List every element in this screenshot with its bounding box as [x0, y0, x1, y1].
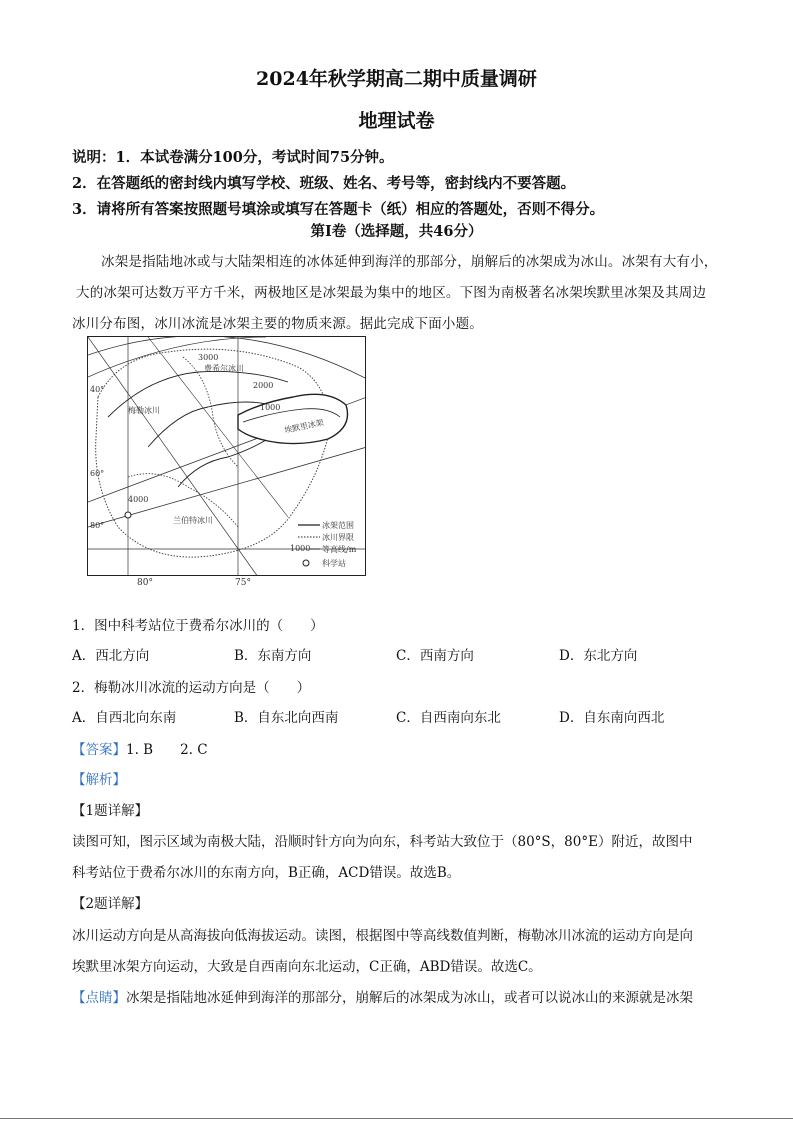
q1-option-b[interactable]: B．东南方向	[234, 648, 312, 664]
amery-ice-shelf-label: 埃默里冰架	[283, 417, 325, 436]
q2-option-a[interactable]: A．自西北向东南	[72, 710, 177, 726]
contour-label-3000: 3000	[198, 353, 219, 362]
tip-text: 冰架是指陆地冰延伸到海洋的那部分，崩解后的冰架成为冰山，或者可以说冰山的来源就是冰架	[126, 990, 693, 1006]
page-title: 2024年秋学期高二期中质量调研	[256, 68, 537, 90]
instruction-line-1: 说明：1．本试卷满分100分，考试时间75分钟。	[72, 149, 394, 166]
contour-label-4000: 4000	[128, 495, 149, 504]
answer-label: 【答案】	[72, 742, 126, 758]
fisher-glacier-label: 费希尔冰川	[204, 364, 244, 373]
detail-2-line-2: 埃默里冰架方向运动，大致是自西南向东北运动，C正确，ABD错误。故选C。	[72, 959, 542, 975]
mellor-glacier-label: 梅勒冰川	[128, 406, 160, 415]
instruction-line-3: 3．请将所有答案按照题号填涂或填写在答题卡（纸）相应的答题处，否则不得分。	[72, 201, 605, 218]
legend-glacier-boundary: 冰川界限	[322, 533, 354, 542]
legend-contour-value: 1000	[290, 544, 311, 553]
q1-option-c[interactable]: C．西南方向	[396, 648, 474, 664]
intro-line-2: 大的冰架可达数万平方千米，两极地区是冰架最为集中的地区。下图为南极著名冰架埃默里冰架及其周边	[76, 285, 707, 301]
detail-1-heading: 【1题详解】	[72, 803, 149, 819]
detail-2-line-1: 冰川运动方向是从高海拔向低海拔运动。读图，根据图中等高线数值判断，梅勒冰川冰流的运动方向是向	[72, 928, 693, 944]
instruction-line-2: 2．在答题纸的密封线内填写学校、班级、姓名、考号等，密封线内不要答题。	[72, 175, 576, 192]
contour-label-2000: 2000	[253, 381, 274, 390]
contour-label-1000: 1000	[260, 403, 281, 412]
science-station-marker	[125, 512, 131, 518]
page-subtitle: 地理试卷	[358, 110, 435, 132]
answer-line	[72, 738, 208, 758]
amery-ice-shelf-map	[87, 336, 366, 576]
q2-option-c[interactable]: C．自西南向东北	[396, 710, 501, 726]
legend-station: 科学站	[322, 559, 346, 568]
tip-line	[72, 986, 693, 1006]
legend-contour: 等高线/m	[322, 545, 357, 554]
q1-option-a[interactable]: A．西北方向	[72, 648, 150, 664]
tip-label: 【点睛】	[72, 990, 126, 1006]
q2-option-b[interactable]: B．自东北向西南	[234, 710, 339, 726]
lat-label-80: 80°	[90, 521, 105, 530]
detail-1-line-2: 科考站位于费希尔冰川的东南方向，B正确，ACD错误。故选B。	[72, 865, 461, 881]
detail-2-heading: 【2题详解】	[72, 896, 149, 912]
analysis-label: 【解析】	[72, 772, 126, 788]
intro-line-1: 冰架是指陆地冰或与大陆架相连的冰体延伸到海洋的那部分，崩解后的冰架成为冰山。冰架有大有小，	[101, 254, 718, 270]
lambert-glacier-label: 兰伯特冰川	[173, 516, 213, 525]
lon-label-75: 75°	[235, 578, 251, 588]
intro-line-3: 冰川分布图，冰川冰流是冰架主要的物质来源。据此完成下面小题。	[72, 316, 483, 332]
lat-label-60: 60°	[90, 469, 105, 478]
lat-label-40: 40°	[90, 385, 105, 394]
q1-option-d[interactable]: D．东北方向	[559, 648, 638, 664]
lon-label-80: 80°	[137, 578, 153, 588]
legend-ice-shelf: 冰架范围	[322, 521, 354, 530]
detail-1-line-1: 读图可知，图示区域为南极大陆，沿顺时针方向为向东，科考站大致位于（80°S，80°E）附近，故图中	[72, 834, 693, 850]
page-bottom-rule	[0, 1118, 793, 1119]
question-1-stem: 1．图中科考站位于费希尔冰川的（ ）	[72, 618, 324, 634]
q2-option-d[interactable]: D．自东南向西北	[559, 710, 665, 726]
answer-text: 1. B 2. C	[126, 742, 208, 758]
section-title: 第Ⅰ卷（选择题，共46分）	[310, 223, 483, 240]
question-2-stem: 2．梅勒冰川冰流的运动方向是（ ）	[72, 680, 311, 696]
